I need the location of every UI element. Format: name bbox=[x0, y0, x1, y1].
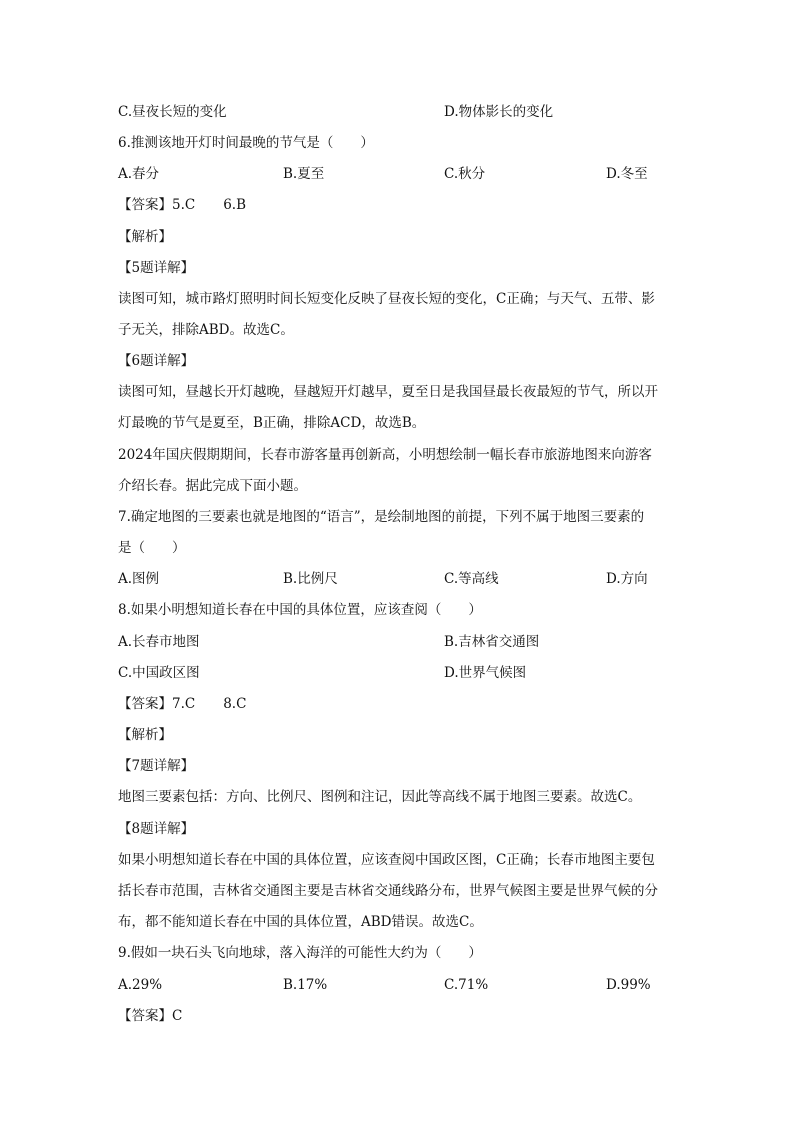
q9-option-b: B.17% bbox=[283, 977, 328, 993]
analysis-heading: 【解析】 bbox=[118, 727, 172, 743]
analysis-heading: 【解析】 bbox=[118, 229, 172, 245]
q8-option-d: D.世界气候图 bbox=[444, 665, 527, 681]
q7-option-d: D.方向 bbox=[606, 571, 648, 587]
detail-6-title: 【6题详解】 bbox=[118, 353, 195, 369]
answer-9-value: C bbox=[172, 1008, 183, 1024]
q8-option-b: B.吉林省交通图 bbox=[444, 634, 540, 650]
detail-8-line: 布，都不能知道长春在中国的具体位置，ABD错误。故选C。 bbox=[118, 914, 483, 930]
detail-8-title: 【8题详解】 bbox=[118, 821, 195, 837]
answer-5: 5.C bbox=[172, 197, 196, 213]
q9-stem: 9.假如一块石头飞向地球，落入海洋的可能性大约为（ ） bbox=[118, 945, 482, 961]
detail-7-line: 地图三要素包括：方向、比例尺、图例和注记，因此等高线不属于地图三要素。故选C。 bbox=[118, 789, 642, 805]
detail-5-line: 读图可知，城市路灯照明时间长短变化反映了昼夜长短的变化，C正确；与天气、五带、影 bbox=[118, 291, 655, 307]
intro-7-8-line: 2024年国庆假期期间，长春市游客量再创新高，小明想绘制一幅长春市旅游地图来向游客 bbox=[118, 447, 652, 463]
detail-6-line: 读图可知，昼越长开灯越晚，昼越短开灯越早，夏至日是我国昼最长夜最短的节气，所以开 bbox=[118, 384, 658, 400]
answer-5-6 bbox=[118, 195, 246, 215]
detail-5-title: 【5题详解】 bbox=[118, 260, 195, 276]
detail-6-line: 灯最晚的节气是夏至，B正确，排除ACD，故选B。 bbox=[118, 415, 426, 431]
detail-8-line: 括长春市范围，吉林省交通图主要是吉林省交通线路分布，世界气候图主要是世界气候的分 bbox=[118, 883, 658, 899]
q9-option-a: A.29% bbox=[118, 977, 163, 993]
q8-stem: 8.如果小明想知道长春在中国的具体位置，应该查阅（ ） bbox=[118, 602, 482, 618]
q6-stem: 6.推测该地开灯时间最晚的节气是（ ） bbox=[118, 135, 374, 151]
q6-option-b: B.夏至 bbox=[283, 166, 325, 182]
answer-7-8 bbox=[118, 694, 246, 714]
q5-option-d: D.物体影长的变化 bbox=[444, 104, 554, 120]
q6-option-c: C.秋分 bbox=[444, 166, 486, 182]
answer-label: 【答案】 bbox=[118, 197, 172, 213]
q7-option-c: C.等高线 bbox=[444, 571, 499, 587]
q9-option-c: C.71% bbox=[444, 977, 489, 993]
q6-option-d: D.冬至 bbox=[606, 166, 648, 182]
detail-7-title: 【7题详解】 bbox=[118, 758, 195, 774]
intro-7-8-line: 介绍长春。据此完成下面小题。 bbox=[118, 478, 307, 494]
answer-6: 6.B bbox=[223, 197, 247, 213]
q7-stem: 7.确定地图的三要素也就是地图的“语言”，是绘制地图的前提，下列不属于地图三要素的 bbox=[118, 509, 645, 525]
answer-8: 8.C bbox=[223, 696, 247, 712]
answer-label: 【答案】 bbox=[118, 1008, 172, 1024]
q7-option-a: A.图例 bbox=[118, 571, 160, 587]
q7-stem: 是（ ） bbox=[118, 540, 186, 556]
q8-option-c: C.中国政区图 bbox=[118, 665, 200, 681]
detail-8-line: 如果小明想知道长春在中国的具体位置，应该查阅中国政区图，C正确；长春市地图主要包 bbox=[118, 852, 655, 868]
q8-option-a: A.长春市地图 bbox=[118, 634, 200, 650]
detail-5-line: 子无关，排除ABD。故选C。 bbox=[118, 322, 294, 338]
q6-option-a: A.春分 bbox=[118, 166, 160, 182]
q9-option-d: D.99% bbox=[606, 977, 651, 993]
q7-option-b: B.比例尺 bbox=[283, 571, 338, 587]
answer-9 bbox=[118, 1006, 182, 1026]
q5-option-c: C.昼夜长短的变化 bbox=[118, 104, 227, 120]
answer-7: 7.C bbox=[172, 696, 196, 712]
answer-label: 【答案】 bbox=[118, 696, 172, 712]
